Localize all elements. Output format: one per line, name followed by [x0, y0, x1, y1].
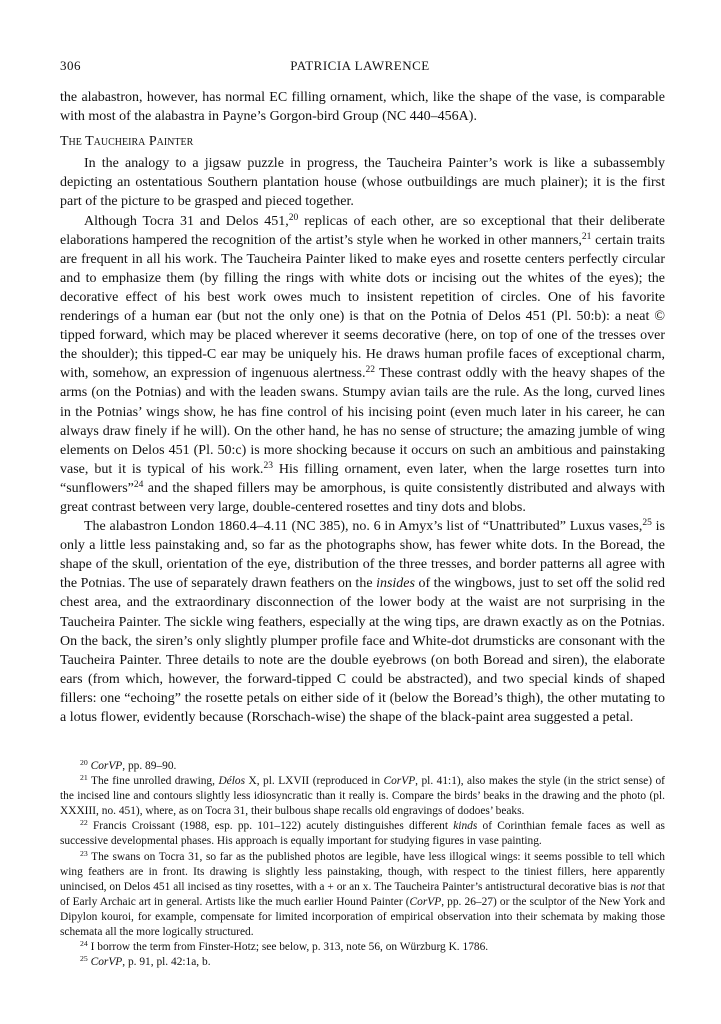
footnote-ref-22: 22	[365, 365, 375, 376]
footnote-25: $^{25}$ CorVP, p. 91, pl. 42:1a, b.	[80, 953, 211, 969]
paragraph-traits: Although Tocra 31 and Delos 451,20 replicas of each other, are so exceptional that their deliberate elaborations hampered the recognition of the artist’s style when he worked in other manners,$^{21}$ certain traits are frequent in all his work. The Taucheira Painter liked to make eyes and rosette centers perfectly circular and to emphasize them (by filling the rings with white dots or incising out the whites of the eyes); the decorative effect of his best work owes much to insistent repetition of circles. One of his favorite renderings of a human ear (but not the only one) is that on the Potnia of Delos 451 (Pl. 50:b): a neat © tipped forward, which may be placed wherever it seems decorative (here, on top of one of the tresses over the shoulder); this tipped-C ear may be uniquely his. He draws human profile faces of exceptional charm, with, somehow, an expression of ingenuous alertness.$^{22}$ These contrast oddly with the heavy shapes of the arms (on the Potnias) and with the leaden swans. Stumpy avian tails are the rule. As the long, curved lines in the Potnias’ wings show, he has fine control of his incising point (even much later in his career, he can always draw finely if he will). On the other hand, he has no sense of structure; the amazing jumble of wing elements on Delos 451 (Pl. 50:c) is more shocking because it occurs on such an ambitious and painstaking vase, but it is typical of his work.$^{23}$ His filling ornament, even later, when the large rosettes turn into “sunflowers”$^{24}$ and the shaped fillers may be amorphous, is quite consistently distributed and always with great contrast between very large, double-centered rosettes and tiny dots and blobs.	[60, 212, 666, 515]
footnote-ref-25: 25	[642, 517, 652, 528]
footnote-22: $^{22}$ Francis Croissant (1988, esp. pp. 101–122) acutely distinguishes different kinds of Corinthian female faces as well as successive developmental phases. His approach is equally important for studying figures in vase painting.	[60, 818, 665, 848]
section-heading: The Taucheira Painter	[60, 134, 194, 150]
paragraph-continuation: the alabastron, however, has normal EC filling ornament, which, like the shape of the vase, is comparable with most of the alabastra in Payne’s Gorgon-bird Group (NC 440–456A).	[60, 90, 665, 125]
running-title: PATRICIA LAWRENCE	[290, 58, 430, 73]
paragraph-alabastron: The alabastron London 1860.4–4.11 (NC 385), no. 6 in Amyx’s list of “Unattributed” Luxus vases,$^{25}$ is only a little less painstaking and, so far as the photographs show, has fewer white dots. In the Boread, the shape of the skull, orientation of the eye, distribution of the three tresses, and border patterns all agree with the Potnias. The use of separately drawn feathers on the insides of the wingbows, just to set off the solid red chest area, and the extraordinary disconnection of the lower body at the waist are not surprising in the Taucheira Painter. The sickle wing feathers, especially at the wing tips, are drawn exactly as on the Potnias. On the back, the siren’s only slightly plumper profile face and White-dot drumsticks are consonant with the Taucheira Painter. Three details to note are the double eyebrows (on both Boread and siren), the elaborate ears (from which, however, the forward-tipped C could be abstracted), and two special kinds of shaped fillers: one “echoing” the rosette petals on either side of it (below the Boread’s thigh), the other mutating to a lotus flower, evidently because (Rorschach-wise) the shape of the black-paint area suggested a petal.	[60, 517, 665, 725]
footnote-ref-23: 23	[263, 460, 273, 471]
footnote-20: $^{20}$ CorVP, pp. 89–90.	[80, 757, 177, 772]
footnote-23: $^{23}$ The swans on Tocra 31, so far as the published photos are legible, have less illogical wings: it seems possible to tell which wing feathers are in front. Its drawing is slightly less painstaking, though, with respect to the tiniest fillers, here apparently unincised, on Delos 451 all incised as tiny rosettes, with a + or an x. The Taucheira Painter’s antistructural decorative bias is not that of Early Archaic art in general. Artists like the much earlier Hound Painter (CorVP, pp. 26–27) or the sculptor of the New York and Dipylon kouroi, for example, compensate for limited incorporation of empirical observation into their schemata by making those schemata all the more logically structured.	[60, 848, 666, 939]
footnote-ref-20: 20	[288, 212, 299, 223]
footnote-ref-21: 21	[581, 231, 592, 242]
page-number: 306	[60, 58, 81, 73]
footnotes	[60, 759, 665, 970]
paragraph-jigsaw: In the analogy to a jigsaw puzzle in progress, the Taucheira Painter’s work is like a subassembly depicting an ostentatious Southern plantation house (whose outbuildings are much plainer); it is the first part of the picture to be grasped and pieced together.	[60, 156, 665, 210]
footnote-21: $^{21}$ The fine unrolled drawing, Délos X, pl. LXVII (reproduced in CorVP, pl. 41:1), also makes the style (in the strict sense) of the incised line and contours slightly less idiosyncratic than it really is. Compare the birds’ beaks in the drawing and the photo (pl. XXXIII, no. 451), where, as on Tocra 31, their bulbous shape recalls old engravings of dodoes’ beaks.	[60, 772, 665, 818]
body-text	[60, 88, 665, 727]
footnote-ref-24: 24	[133, 479, 144, 490]
running-head	[60, 58, 660, 78]
footnote-24: $^{24}$ I borrow the term from Finster-Hotz; see below, p. 313, note 56, on Würzburg K. 1786.	[80, 938, 489, 954]
